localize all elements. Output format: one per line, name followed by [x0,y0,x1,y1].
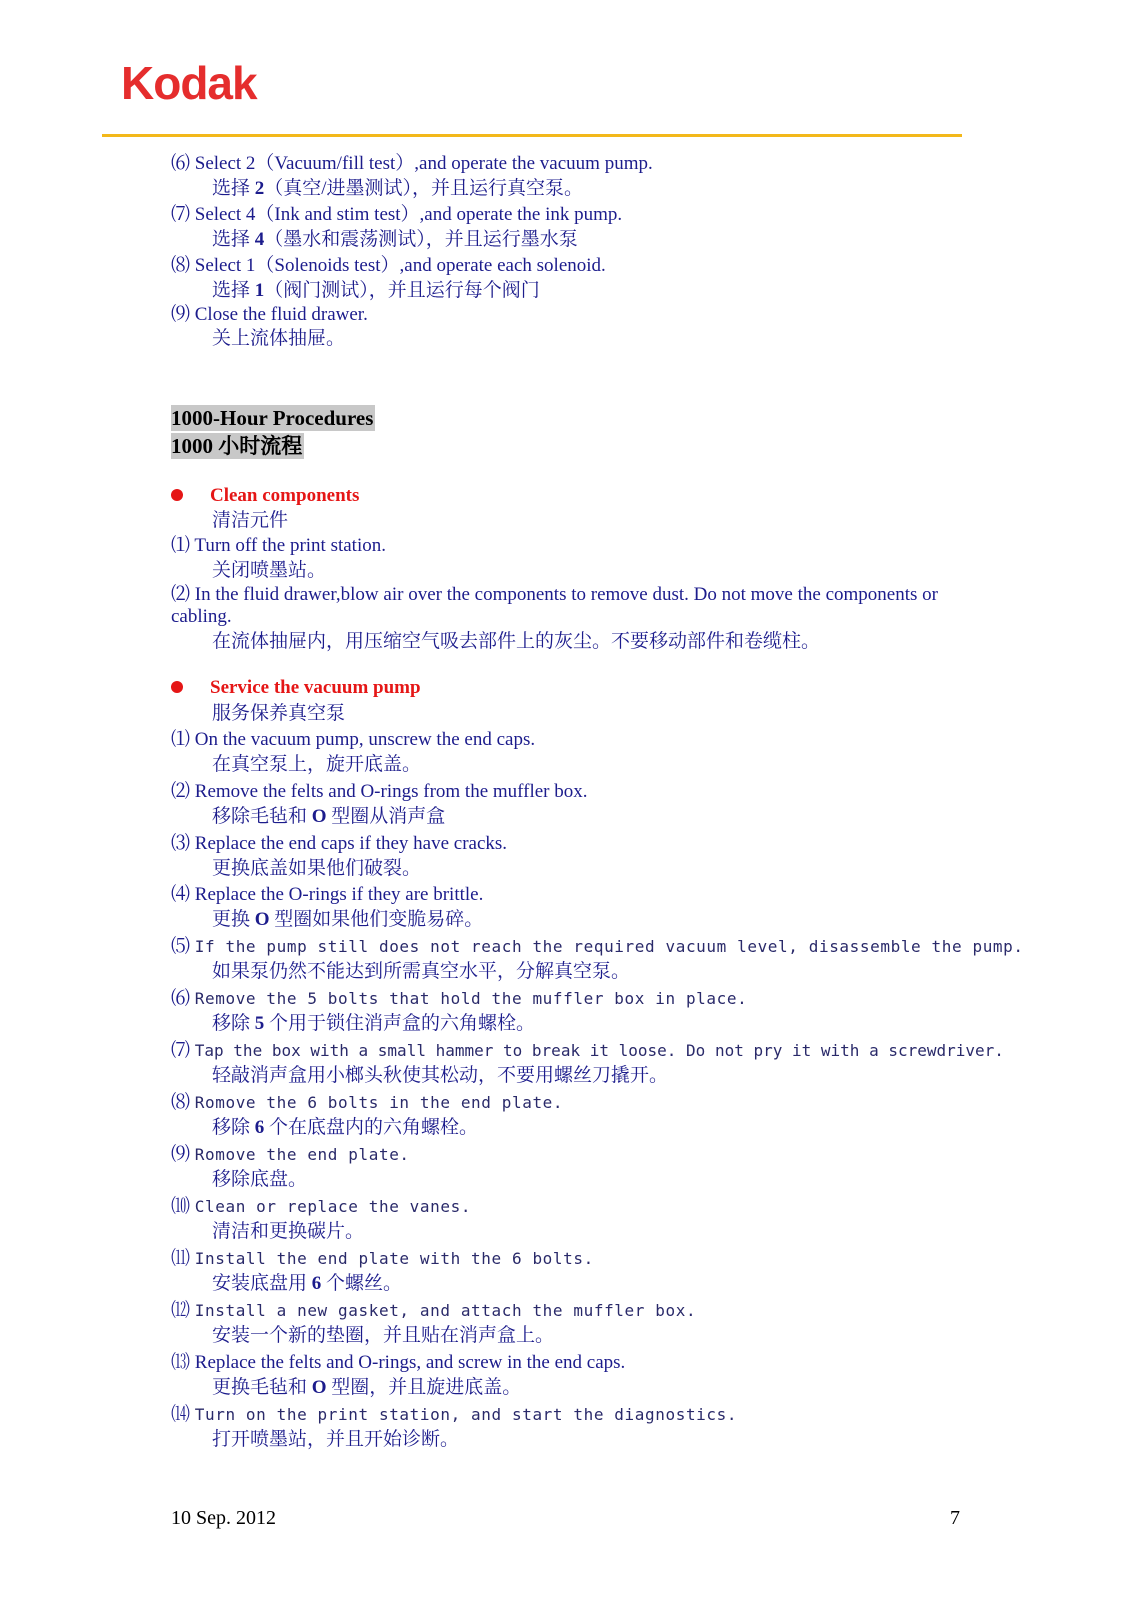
bullet-title-cn: 服务保养真空泵 [212,703,346,724]
step-en: ⑽ Clean or replace the vanes. [171,1196,472,1217]
step-cn: 安装底盘用 6 个螺丝。 [212,1273,403,1294]
step-en: ⑶ Replace the end caps if they have cracks. [171,833,508,854]
step-en: ⑿ Install a new gasket, and attach the muffler box. [171,1300,697,1321]
step-cn: 如果泵仍然不能达到所需真空水平，分解真空泵。 [212,961,631,982]
bullet-icon [171,681,183,693]
step-cn: 选择 1（阀门测试），并且运行每个阀门 [212,280,540,301]
step-cn: 移除 6 个在底盘内的六角螺栓。 [212,1117,479,1138]
bullet-title: Service the vacuum pump [210,677,421,698]
step-cn: 选择 2（真空/进墨测试），并且运行真空泵。 [212,178,584,199]
step-cn: 更换毛毡和 O 型圈，并且旋进底盖。 [212,1377,522,1398]
step-en: ⑴ On the vacuum pump, unscrew the end caps. [171,729,536,750]
step-cn: 安装一个新的垫圈，并且贴在消声盒上。 [212,1325,555,1346]
step-en: ⒀ Replace the felts and O-rings, and screw in the end caps. [171,1352,626,1373]
kodak-logo: Kodak [121,57,257,109]
step-en: ⑵ In the fluid drawer,blow air over the components to remove dust. Do not move the components or cabling. [171,584,938,627]
step-en: ⑼ Romove the end plate. [171,1144,410,1165]
step-en: ⒁ Turn on the print station, and start the diagnostics. [171,1404,738,1425]
step-en: ⑴ Turn off the print station. [171,535,386,556]
step-cn: 更换底盖如果他们破裂。 [212,858,422,879]
page-number: 7 [950,1507,960,1529]
step-cn: 关上流体抽屉。 [212,328,346,349]
bullet-title-cn: 清洁元件 [212,510,289,531]
step-en: ⑺ Select 4（Ink and stim test）,and operate the ink pump. [171,204,623,225]
footer-date: 10 Sep. 2012 [171,1507,276,1529]
step-en: ⑺ Tap the box with a small hammer to break it loose. Do not pry it with a screwdriver. [171,1040,1004,1061]
step-en: ⑻ Select 1（Solenoids test）,and operate each solenoid. [171,255,606,276]
step-en: ⑷ Replace the O-rings if they are brittle. [171,884,484,905]
step-en: ⑹ Remove the 5 bolts that hold the muffler box in place. [171,988,748,1009]
step-cn: 在真空泵上，旋开底盖。 [212,754,422,775]
step-cn: 移除毛毡和 O 型圈从消声盒 [212,806,446,827]
step-en: ⑵ Remove the felts and O-rings from the muffler box. [171,781,588,802]
step-en: ⑾ Install the end plate with the 6 bolts. [171,1248,594,1269]
step-cn: 移除底盘。 [212,1169,308,1190]
step-cn: 打开喷墨站，并且开始诊断。 [212,1429,460,1450]
bullet-title: Clean components [210,485,360,506]
section-heading-en: 1000-Hour Procedures [171,406,374,430]
step-cn: 移除 5 个用于锁住消声盒的六角螺栓。 [212,1013,536,1034]
step-cn: 清洁和更换碳片。 [212,1221,365,1242]
bullet-service-vacuum-pump [171,676,421,700]
step-cn: 更换 O 型圈如果他们变脆易碎。 [212,909,484,930]
step-cn: 轻敲消声盒用小榔头秋使其松动，不要用螺丝刀撬开。 [212,1065,669,1086]
step-cn: 在流体抽屉内，用压缩空气吸去部件上的灰尘。不要移动部件和卷缆柱。 [212,631,821,652]
step-cn: 选择 4（墨水和震荡测试），并且运行墨水泵 [212,229,578,250]
bullet-clean-components [171,484,359,508]
step-en: ⑸ If the pump still does not reach the required vacuum level, disassemble the pump. [171,936,1024,957]
section-heading-cn: 1000 小时流程 [171,434,303,458]
step-en: ⑹ Select 2（Vacuum/fill test）,and operate the vacuum pump. [171,153,653,174]
header-rule [102,134,962,137]
bullet-icon [171,489,183,501]
step-en: ⑼ Close the fluid drawer. [171,304,368,325]
step-cn: 关闭喷墨站。 [212,560,327,581]
step-en: ⑻ Romove the 6 bolts in the end plate. [171,1092,564,1113]
